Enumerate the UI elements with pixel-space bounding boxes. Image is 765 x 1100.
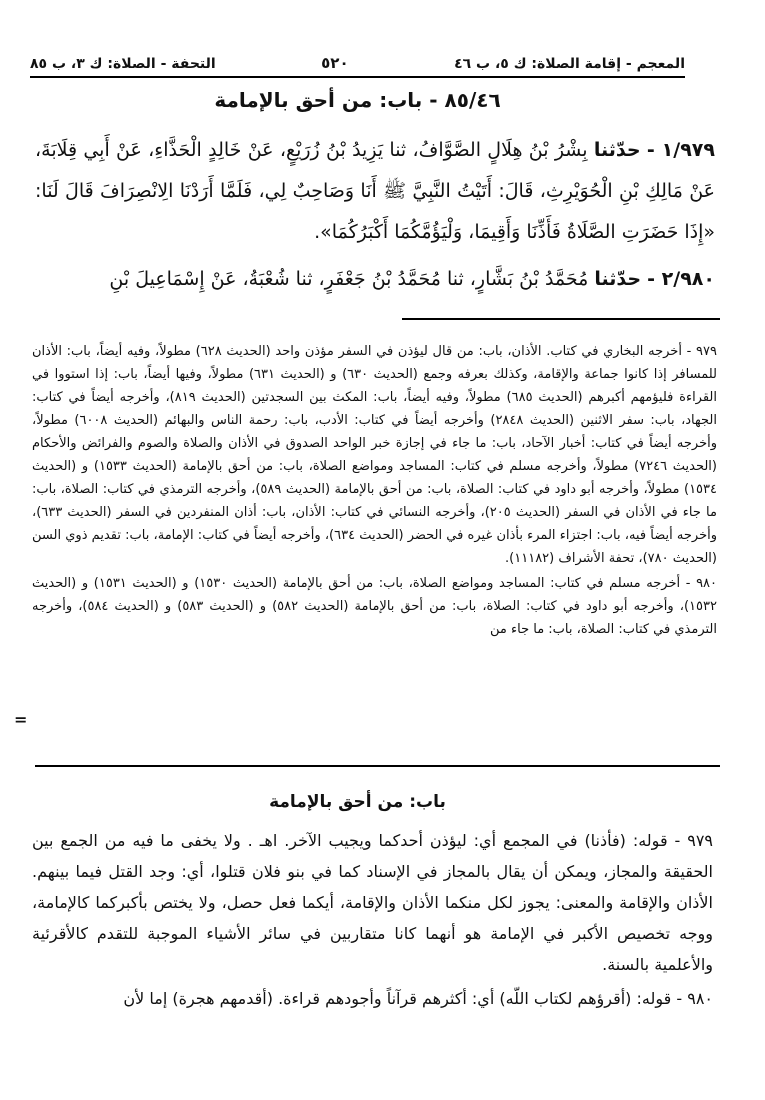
- header-right-reference: المعجم - إقامة الصلاة: ك ٥، ب ٤٦: [454, 56, 685, 72]
- chapter-title: ٨٥/٤٦ - باب: من أحق بالإمامة: [214, 88, 501, 112]
- commentary-paragraph: ٩٨٠ - قوله: (أقرؤهم لكتاب اللّه) أي: أكثرهم قرآناً وأجودهم قراءة. (أقدمهم هجرة) إما لأن: [123, 989, 713, 1008]
- hadith-entry: [35, 259, 715, 300]
- hadith-number: ٢/٩٨٠ -: [647, 268, 715, 290]
- commentary-title: باب: من أحق بالإمامة: [269, 792, 446, 812]
- hadith-body: مُحَمَّدُ بْنُ بَشَّارٍ، ثنا مُحَمَّدُ بْنُ جَعْفَرٍ، ثنا شُعْبَةُ، عَنْ إِسْمَاعِيلَ بْنِ: [109, 268, 589, 290]
- footnote: ٩٧٩ - أخرجه البخاري في كتاب. الأذان، باب: من قال ليؤذن في السفر مؤذن واحد (الحديث ٦٢٨) مطولاً، وفيه أيضاً، باب: الأذان للمسافر إذا كانوا جماعة والإقامة، وكذلك بعرفه وجمع (الحديث ٦٣٠) و (الحديث ٦٣١) مطولاً، وفيها أيضاً، باب: إذا استووا في القراءة فليؤمهم أكبرهم (الحديث ٦٨٥) مطولاً، وفيه أيضاً، باب: المكث بين السجدتين (الحديث ٨١٩)، وأخرجه أيضاً في كتاب: الجهاد، باب: سفر الاثنين (الحديث ٢٨٤٨) وأخرجه أيضاً في كتاب: الأدب، باب: رحمة الناس والبهائم (الحديث ٦٠٠٨) مطولاً، وأخرجه أيضاً في كتاب: أخبار الآحاد، باب: ما جاء في إجازة خبر الواحد الصدوق في الأذان والصلاة والصوم والفرائض والأحكام (الحديث ٧٢٤٦) مطولاً، وأخرجه مسلم في كتاب: المساجد ومواضع الصلاة، باب: من أحق بالإمامة (الحديث ١٥٣٣) و (الحديث ١٥٣٤) مطولاً، وأخرجه أبو داود في كتاب: الصلاة، باب: من أحق بالإمامة (الحديث ٥٨٩)، وأخرجه الترمذي في كتاب: الصلاة، باب: ما جاء في الأذان في السفر (الحديث ٢٠٥)، وأخرجه النسائي في كتاب: الأذان، باب: أذان المنفردين في السفر (الحديث ٦٣٣)، وأخرجه أيضاً فيه، باب: اجتزاء المرء بأذان غيره في الحضر (الحديث ٦٣٤)، وأخرجه أيضاً في كتاب: الإمامة، باب: تقديم ذوي السن (الحديث ٧٨٠)، تحفة الأشراف (١١١٨٢).: [32, 344, 718, 566]
- running-header: [30, 38, 685, 78]
- hadith-entry: [35, 130, 715, 253]
- hadith-text: [35, 130, 715, 306]
- page-number: ٥٢٠: [321, 54, 349, 72]
- commentary: [32, 825, 713, 1017]
- header-left-reference: التحفة - الصلاة: ك ٣، ب ٨٥: [30, 56, 216, 72]
- commentary-paragraph: ٩٧٩ - قوله: (فأذنا) في المجمع أي: ليؤذن أحدكما ويجيب الآخر. اهـ . ولا يخفى ما فيه من الجمع بين الحقيقة والمجاز، ويمكن أن يقال بالمجاز في الإسناد كما في بنو فلان قتلوا، أي: وجد القتل فيما بينهم. الأذان والإقامة والمعنى: يجوز لكل منكما الأذان والإقامة، أيكما فعل حصل، ولا يختص بأكبركما كالإمامة، ووجه تخصيص الأكبر في الإمامة هو أنهما كانا متقاربين في سائر الأشياء الموجبة للتقدم كالأقرئية والأعلمية بالسنة.: [32, 831, 713, 974]
- hadith-number: ١/٩٧٩ -: [646, 139, 715, 161]
- footnotes: [32, 340, 717, 643]
- continuation-mark: =: [14, 710, 28, 729]
- hadith-lead: حدّثنا: [594, 268, 642, 290]
- footnote: ٩٨٠ - أخرجه مسلم في كتاب: المساجد ومواضع الصلاة، باب: من أحق بالإمامة (الحديث ١٥٣٠) و (الحديث ١٥٣١) و (الحديث ١٥٣٢)، وأخرجه أبو داود في كتاب: الصلاة، باب: من أحق بالإمامة (الحديث ٥٨٢) و (الحديث ٥٨٣) و (الحديث ٥٨٤)، وأخرجه الترمذي في كتاب: الصلاة، باب: ما جاء من: [32, 576, 718, 637]
- commentary-divider: [35, 765, 720, 767]
- hadith-body: بِشْرُ بْنُ هِلَالٍ الصَّوَّافُ، ثنا يَزِيدُ بْنُ زُرَيْعٍ، عَنْ خَالِدٍ الْحَذَّاءِ، عَنْ أَبِي قِلَابَةَ، عَنْ مَالِكِ بْنِ الْحُوَيْرِثِ، قَالَ: أَتَيْتُ النَّبِيَّ ﷺ أَنَا وَصَاحِبٌ لِي، فَلَمَّا أَرَدْنَا الِانْصِرَافَ قَالَ لَنَا: «إِذَا حَضَرَتِ الصَّلَاةُ فَأَذِّنَا وَأَقِيمَا، وَلْيَؤُمَّكُمَا أَكْبَرُكُمَا».: [35, 139, 715, 243]
- hadith-lead: حدّثنا: [593, 139, 641, 161]
- footnote-divider: [402, 318, 720, 320]
